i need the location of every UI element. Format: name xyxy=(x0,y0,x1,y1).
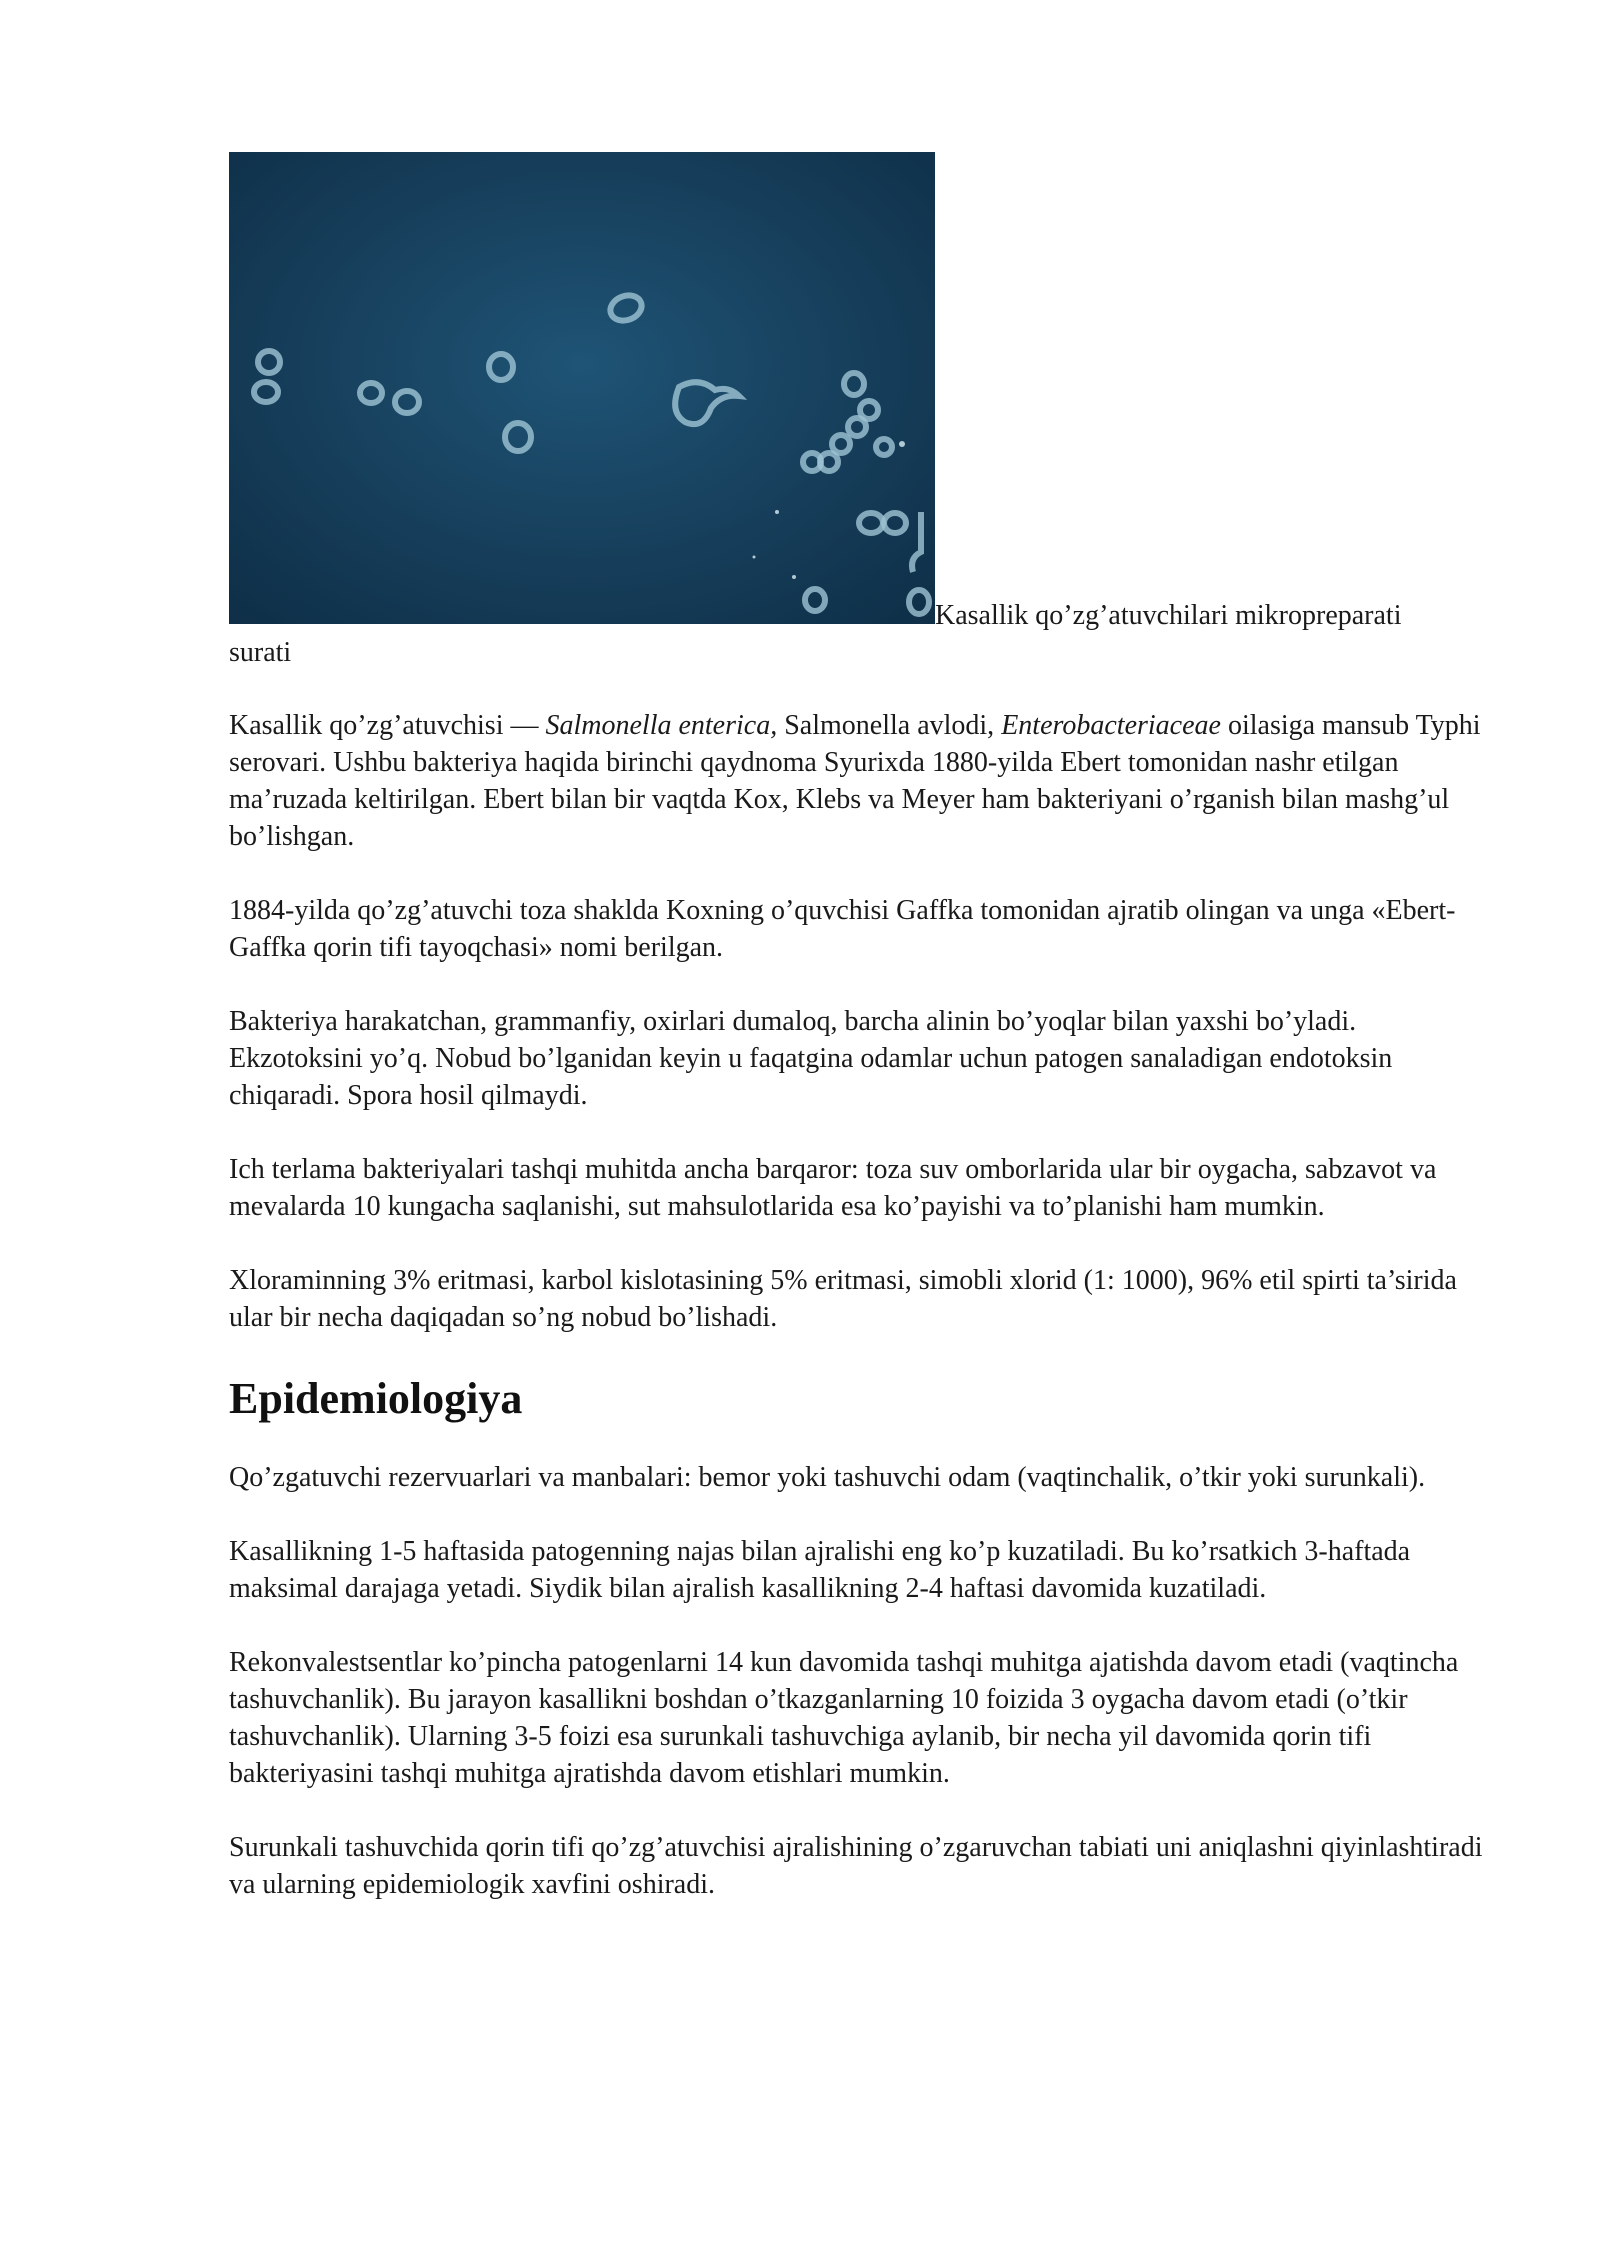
micropreparation-image xyxy=(229,152,935,624)
paragraph-excretion: Kasallikning 1-5 haftasida patogenning najas bilan ajralishi eng ko’p kuzatiladi. Bu ko’rsatkich 3-haftada maksimal darajaga yetadi. Siydik bilan ajralish kasallikning 2-4 haftasi davomida kuzatiladi. xyxy=(229,1536,1411,1604)
paragraph-pathogen xyxy=(229,707,1489,855)
text-run: Salmonella avlodi, xyxy=(777,710,1002,741)
paragraph-morphology: Bakteriya harakatchan, grammanfiy, oxirlari dumaloq, barcha alinin bo’yoqlar bilan yaxshi bo’yladi. Ekzotoksini yo’q. Nobud bo’lganidan keyin u faqatgina odamlar uchun patogen sanaladigan endotoksin chiqaradi. Spora hosil qilmaydi. xyxy=(229,1006,1393,1111)
document-page xyxy=(229,152,1489,1940)
paragraph-chronic-carriers: Surunkali tashuvchida qorin tifi qo’zg’atuvchisi ajralishining o’zgaruvchan tabiati uni aniqlashni qiyinlashtiradi va ularning epidemiologik xavfini oshiradi. xyxy=(229,1832,1483,1900)
paragraph-stability: Ich terlama bakteriyalari tashqi muhitda ancha barqaror: toza suv omborlarida ular bir oygacha, sabzavot va mevalarda 10 kungacha saqlanishi, sut mahsulotlarida esa ko’payishi va to’planishi ham mumkin. xyxy=(229,1154,1437,1222)
species-name: Salmonella enterica, xyxy=(545,710,778,741)
paragraph-disinfection: Xloraminning 3% eritmasi, karbol kislotasining 5% eritmasi, simobli xlorid (1: 1000), 96% etil spirti ta’sirida ular bir necha daqiqadan so’ng nobud bo’lishadi. xyxy=(229,1265,1457,1333)
paragraph-carriers: Rekonvalestsentlar ko’pincha patogenlarni 14 kun davomida tashqi muhitga ajatishda davom etadi (vaqtincha tashuvchanlik). Bu jarayon kasallikni boshdan o’tkazganlarning 10 foizida 3 oygacha davom etadi (o’tkir tashuvchanlik). Ularning 3-5 foizi esa surunkali tashuvchiga aylanib, bir necha yil davomida qorin tifi bakteriyasini tashqi muhitga ajratishda davom etishlari mumkin. xyxy=(229,1647,1459,1789)
family-name: Enterobacteriaceae xyxy=(1001,710,1221,741)
text-run: Kasallik qo’zg’atuvchisi — xyxy=(229,710,546,741)
paragraph-history: 1884-yilda qo’zg’atuvchi toza shaklda Koxning o’quvchisi Gaffka tomonidan ajratib olingan va unga «Ebert-Gaffka qorin tifi tayoqchasi» nomi berilgan. xyxy=(229,895,1456,963)
figure-caption-cont: surati xyxy=(229,637,292,668)
paragraph-reservoirs: Qo’zgatuvchi rezervuarlari va manbalari: bemor yoki tashuvchi odam (vaqtinchalik, o’tkir yoki surunkali). xyxy=(229,1462,1426,1493)
figure-caption: Kasallik qo’zg’atuvchilari mikropreparati xyxy=(935,600,1402,631)
section-heading: Epidemiologiya xyxy=(229,1374,523,1423)
text-run: oilasiga mansub Typhi serovari. Ushbu bakteriya haqida birinchi qaydnoma Syurixda 1880-yilda Ebert tomonidan nashr etilgan ma’ruzada keltirilgan. Ebert bilan bir vaqtda Kox, Klebs va Meyer ham bakteriyani o’rganish bilan mashg’ul bo’lishgan. xyxy=(229,710,1481,852)
bacteria-rings xyxy=(229,152,935,624)
figure-block xyxy=(229,152,1489,671)
